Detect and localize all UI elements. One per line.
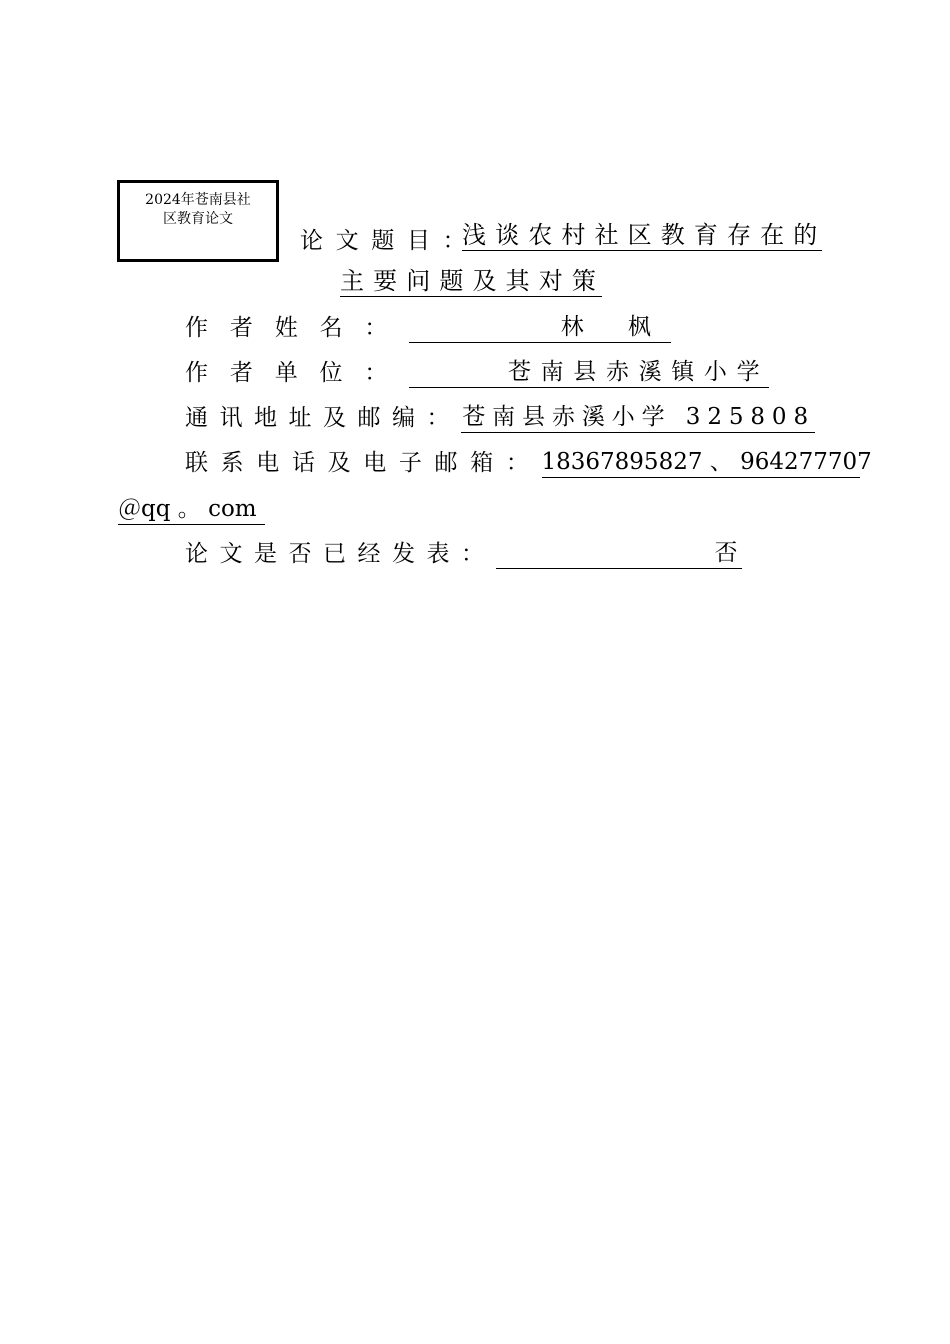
published-label: 论文是否已经发表： xyxy=(185,541,496,567)
stamp-line-1: 2024年苍南县社 xyxy=(145,192,251,208)
title-text-line-1: 浅谈农村社区教育存在的 xyxy=(462,221,827,249)
title-text-line-2: 主要问题及其对策 xyxy=(340,267,605,295)
stamp-line-2: 区教育论文 xyxy=(163,211,233,227)
author-name-value: 林 枫 xyxy=(409,312,671,343)
author-unit-label: 作者单位： xyxy=(185,360,410,386)
contact-row xyxy=(185,447,872,478)
author-name-label: 作者姓名： xyxy=(185,315,410,341)
address-value: 苍南县赤溪小学 325808 xyxy=(461,402,815,433)
category-stamp-box xyxy=(117,180,279,262)
address-label: 通讯地址及邮编： xyxy=(185,405,461,431)
author-name-row xyxy=(185,312,671,343)
contact-value: 18367895827 、 964277707 xyxy=(542,447,860,478)
title-label: 论文题目： xyxy=(300,228,479,254)
contact-label: 联系电话及电子邮箱： xyxy=(185,450,542,476)
published-row xyxy=(185,538,742,569)
author-unit-value: 苍南县赤溪镇小学 xyxy=(409,357,769,388)
address-row xyxy=(185,402,815,433)
author-unit-row xyxy=(185,357,769,388)
contact-value-continued: ＠qq 。 com xyxy=(118,494,265,525)
published-value: 否 xyxy=(496,538,742,569)
